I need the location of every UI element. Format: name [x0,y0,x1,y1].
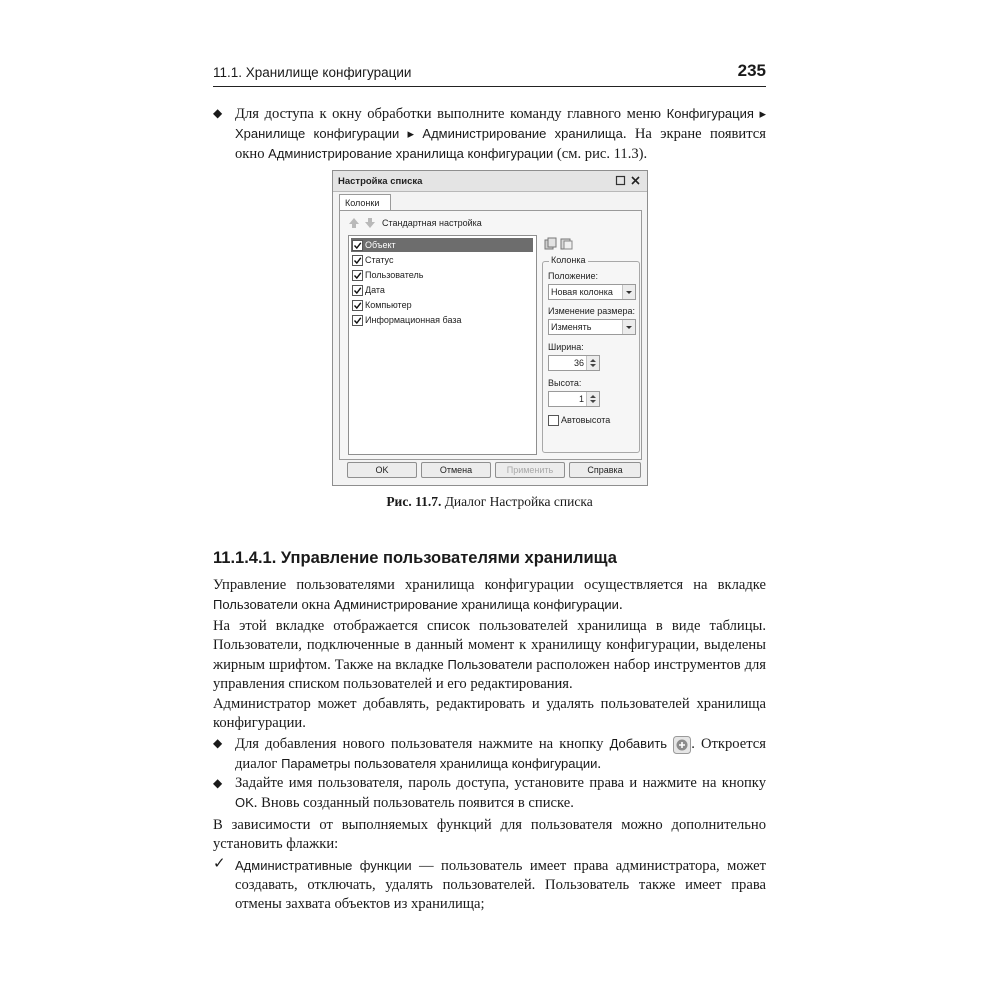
column-group: Колонка Положение: Новая колонка Изменение размера: Изменять Ширина: 36 Высота: 1 Автовысота [542,261,640,453]
paragraph: В зависимости от выполняемых функций для пользователя можно дополнительно установить флажки: [213,817,766,852]
spinner-arrows-icon[interactable] [586,392,599,406]
close-icon[interactable] [630,175,641,186]
paragraph: Администратор может добавлять, редактировать и удалять пользователей хранилища конфигурации. [213,696,766,731]
paragraph: Управление пользователями хранилища конфигурации осуществляется на вкладке Пользователи окна Администрирование хранилища конфигурации. [213,577,766,613]
spinner-arrows-icon[interactable] [586,356,599,370]
intro-bullet [213,104,766,164]
columns-list [348,235,537,455]
list-item[interactable]: Пользователь [351,268,533,282]
list-settings-dialog [332,170,648,486]
section-heading: 11.1.4.1. Управление пользователями хранилища [213,549,617,567]
height-spinner[interactable]: 1 [548,391,600,407]
bullet-text: Для доступа к окну обработки выполните команду главного меню Конфигурация ▸ Хранилище конфигурации ▸ Администрирование хранилища. На экране появится окно Администрирование хранилища конфигурации (см. рис. 11.3). [235,106,766,162]
maximize-icon[interactable] [615,175,626,186]
paragraph: На этой вкладке отображается список пользователей хранилища в виде таблицы. Пользователи, подключенные в данный момент к хранилищу конфигурации, выделены жирным шрифтом. Также на вкладке Пользователи расположен набор инструментов для управления списком пользователей и его редактирования. [213,618,766,692]
tab-columns[interactable]: Колонки [339,194,391,211]
checkbox[interactable] [352,315,363,326]
list-item[interactable]: Компьютер [351,298,533,312]
width-spinner[interactable]: 36 [548,355,600,371]
checkbox[interactable] [548,415,559,426]
resize-label: Изменение размера: [548,306,636,316]
cancel-button[interactable]: Отмена [421,462,491,478]
columns-panel [339,210,642,460]
list-item: ◆ Для добавления нового пользователя нажмите на кнопку Добавить . Откроется диалог Параметры пользователя хранилища конфигурации. [213,736,766,772]
list-item: ◆ Задайте имя пользователя, пароль доступа, установите права и нажмите на кнопку OK. Вновь созданный пользователь появится в списке. [213,775,766,811]
running-header [213,62,766,87]
section-title: 11.1. Хранилище конфигурации [213,65,412,80]
help-button[interactable]: Справка [569,462,641,478]
list-item[interactable]: Дата [351,283,533,297]
list-item: ✓ Административные функции — пользователь имеет права администратора, может создавать, отключать, удалять пользователей. Пользователь также имеет права отмены захвата объектов из хранилища; [213,856,767,912]
figure-caption: Рис. 11.7. Диалог Настройка списка [386,494,593,509]
position-label: Положение: [548,271,599,281]
bullet-marker: ◆ [213,776,223,790]
add-icon [673,736,691,754]
width-label: Ширина: [548,342,584,352]
list-item[interactable]: Объект [351,238,533,252]
position-select[interactable]: Новая колонка [548,284,636,300]
arrow-down-icon[interactable] [364,217,376,229]
checkbox[interactable] [352,255,363,266]
bullet-marker: ◆ [213,106,223,120]
group-legend: Колонка [551,255,586,265]
bullet-marker: ◆ [213,736,223,750]
copy-icons [544,237,574,251]
copy-settings-icon[interactable] [544,237,557,252]
paste-settings-icon[interactable] [560,237,573,252]
height-label: Высота: [548,378,582,388]
resize-select[interactable]: Изменять [548,319,636,335]
checkmark-icon: ✓ [213,856,226,872]
dialog-title: Настройка списка [338,176,423,187]
checkbox[interactable] [352,285,363,296]
list-item[interactable]: Статус [351,253,533,267]
apply-button[interactable]: Применить [495,462,565,478]
checkbox[interactable] [352,270,363,281]
list-item[interactable]: Информационная база [351,313,533,327]
checkbox[interactable] [352,300,363,311]
checkbox[interactable] [352,240,363,251]
standard-settings-link[interactable]: Стандартная настройка [382,218,482,228]
move-arrows [348,217,378,229]
chevron-down-icon[interactable] [622,320,635,334]
chevron-down-icon[interactable] [622,285,635,299]
page-number: 235 [737,61,766,80]
dialog-titlebar [333,171,647,192]
arrow-up-icon[interactable] [348,217,360,229]
ok-button[interactable]: OK [347,462,417,478]
